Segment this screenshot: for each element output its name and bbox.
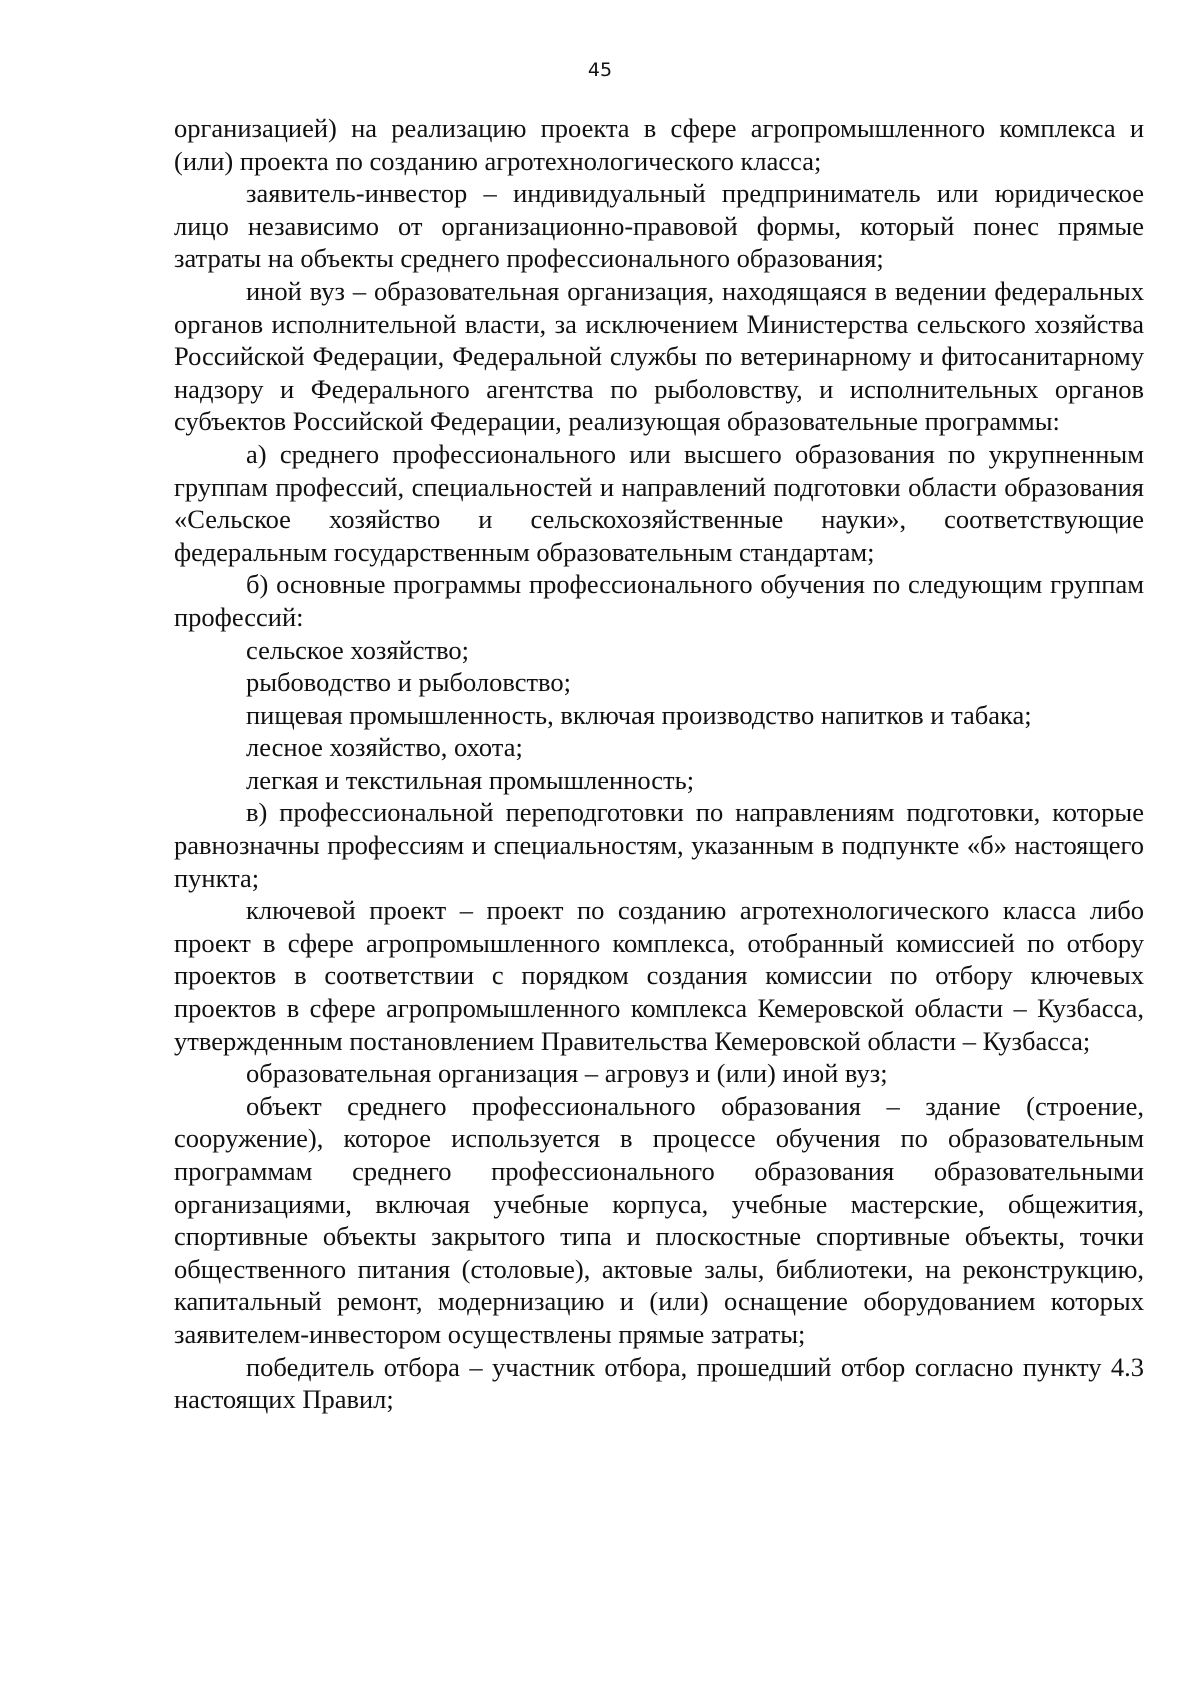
list-item: лесное хозяйство, охота; (246, 732, 523, 763)
document-body (174, 112, 1144, 1416)
paragraph-item-a: а) среднего профессионального или высшего образования по укрупненным группам профессий, специальностей и направлений подготовки области образования «Сельское хозяйство и сельскохозяйственные науки», соответствующие федеральным государственным образовательным стандартам; (174, 438, 1144, 567)
list-item: сельское хозяйство; (246, 634, 470, 665)
paragraph-definition-other-university: иной вуз – образовательная организация, находящаяся в ведении федеральных органов исполнительной власти, за исключением Министерства сельского хозяйства Российской Федерации, Федеральной службы по ветеринарному и фитосанитарному надзору и Федерального агентства по рыболовству, и исполнительных органов субъектов Российской Федерации, реализующая образовательные программы: (174, 275, 1144, 437)
list-item: пищевая промышленность, включая производство напитков и табака; (246, 699, 1032, 730)
list-item: легкая и текстильная промышленность; (246, 764, 695, 795)
page-number: 45 (587, 59, 613, 81)
paragraph-item-v: в) профессиональной переподготовки по направлениям подготовки, которые равнозначны профессиям и специальностям, указанным в подпункте «б» настоящего пункта; (174, 797, 1144, 893)
paragraph-definition-educational-organization: образовательная организация – агровуз и (или) иной вуз; (246, 1058, 888, 1089)
paragraph-definition-applicant-investor: заявитель-инвестор – индивидуальный предприниматель или юридическое лицо независимо от организационно-правовой формы, который понес прямые затраты на объекты среднего профессионального образования; (174, 178, 1144, 274)
paragraph-definition-spo-object: объект среднего профессионального образования – здание (строение, сооружение), которое используется в процессе обучения по образовательным программам среднего профессионального образования образовательными организациями, включая учебные корпуса, учебные мастерские, общежития, спортивные объекты закрытого типа и плоскостные спортивные объекты, точки общественного питания (столовые), актовые залы, библиотеки, на реконструкцию, капитальный ремонт, модернизацию и (или) оснащение оборудованием которых заявителем-инвестором осуществлены прямые затраты; (174, 1090, 1144, 1349)
paragraph-continuation: организацией) на реализацию проекта в сфере агропромышленного комплекса и (или) проекта по созданию агротехнологического класса; (174, 113, 1144, 176)
paragraph-item-b: б) основные программы профессионального обучения по следующим группам профессий: (174, 569, 1144, 632)
list-item: рыбоводство и рыболовство; (246, 667, 572, 698)
paragraph-definition-selection-winner: победитель отбора – участник отбора, прошедший отбор согласно пункту 4.3 настоящих Правил; (174, 1351, 1144, 1415)
paragraph-definition-key-project: ключевой проект – проект по созданию агротехнологического класса либо проект в сфере агропромышленного комплекса, отобранный комиссией по отбору проектов в соответствии с порядком создания комиссии по отбору ключевых проектов в сфере агропромышленного комплекса Кемеровской области – Кузбасса, утвержденным постановлением Правительства Кемеровской области – Кузбасса; (174, 895, 1144, 1056)
